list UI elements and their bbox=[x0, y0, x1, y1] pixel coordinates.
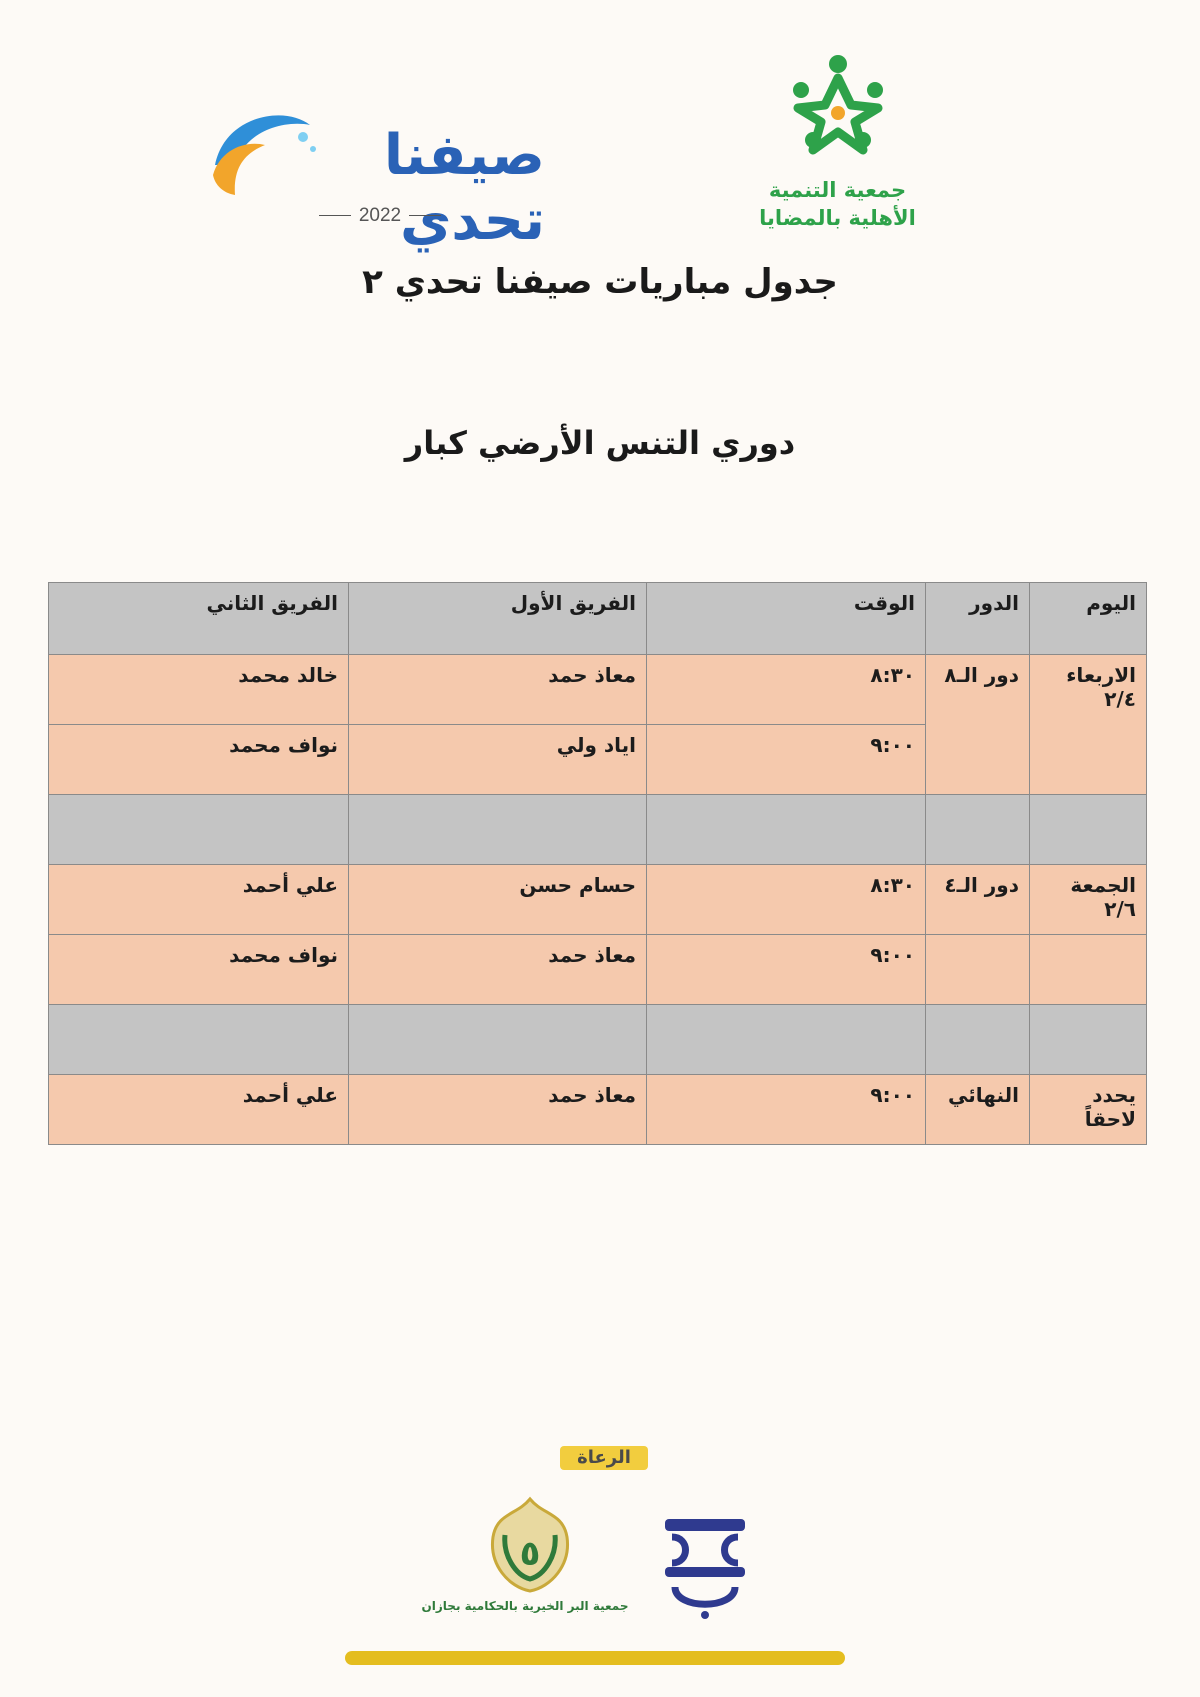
svg-text:٥: ٥ bbox=[519, 1534, 541, 1574]
cell-day: يحدد لاحقاً bbox=[1030, 1075, 1147, 1145]
cell-round: النهائي bbox=[926, 1075, 1030, 1145]
cell-round: دور الـ٨ bbox=[926, 655, 1030, 795]
cell-team1: اياد ولي bbox=[349, 725, 647, 795]
cell-day: الاربعاء ٢/٤ bbox=[1030, 655, 1147, 795]
header-round: الدور bbox=[926, 583, 1030, 655]
cell-team2: نواف محمد bbox=[49, 935, 349, 1005]
cell-team2: نواف محمد bbox=[49, 725, 349, 795]
separator-row bbox=[49, 1005, 1147, 1075]
event-logo-text: صيفنا تحدي bbox=[383, 123, 545, 253]
cell-time: ٩:٠٠ bbox=[647, 725, 926, 795]
org-logo bbox=[755, 50, 920, 240]
page-subtitle: دوري التنس الأرضي كبار bbox=[404, 424, 796, 462]
cell-time: ٩:٠٠ bbox=[647, 1075, 926, 1145]
header-team2: الفريق الثاني bbox=[49, 583, 349, 655]
event-year: 2022 bbox=[300, 205, 460, 227]
separator-row bbox=[49, 795, 1147, 865]
table-row bbox=[49, 655, 1147, 725]
table-row bbox=[49, 935, 1147, 1005]
people-star-icon bbox=[783, 50, 893, 165]
cell-time: ٩:٠٠ bbox=[647, 935, 926, 1005]
cell-team1: معاذ حمد bbox=[349, 935, 647, 1005]
table-row bbox=[49, 1075, 1147, 1145]
schedule-table bbox=[48, 582, 1147, 1145]
cell-team2: علي أحمد bbox=[49, 1075, 349, 1145]
page-title: جدول مباريات صيفنا تحدي ٢ bbox=[362, 262, 838, 302]
sponsors-label: الرعاة bbox=[560, 1446, 648, 1470]
header-time: الوقت bbox=[647, 583, 926, 655]
header-team1: الفريق الأول bbox=[349, 583, 647, 655]
org-name-line1: جمعية التنمية bbox=[768, 178, 907, 202]
cell-team1: حسام حسن bbox=[349, 865, 647, 935]
cell-time: ٨:٣٠ bbox=[647, 655, 926, 725]
cell-team2: علي أحمد bbox=[49, 865, 349, 935]
sponsor-logo-charity bbox=[405, 1495, 645, 1635]
cell-team1: معاذ حمد bbox=[349, 1075, 647, 1145]
cell-round: دور الـ٤ bbox=[926, 865, 1030, 935]
cell-time: ٨:٣٠ bbox=[647, 865, 926, 935]
wreath-emblem-icon bbox=[475, 1495, 585, 1595]
cell-team1: معاذ حمد bbox=[349, 655, 647, 725]
header-day: اليوم bbox=[1030, 583, 1147, 655]
cell-day: الجمعة ٢/٦ bbox=[1030, 865, 1147, 935]
sponsor-logo-kotaj bbox=[660, 1515, 750, 1635]
cell-team2: خالد محمد bbox=[49, 655, 349, 725]
event-logo bbox=[205, 105, 545, 253]
org-name-line2: الأهلية بالمضايا bbox=[759, 206, 916, 230]
table-row bbox=[49, 865, 1147, 935]
footer-bar bbox=[345, 1651, 845, 1665]
cell-round bbox=[926, 935, 1030, 1005]
table-header-row bbox=[49, 583, 1147, 655]
kotaj-mark-icon bbox=[660, 1515, 750, 1625]
sponsor-1-name: جمعية البر الخيرية بالحكامية بجازان bbox=[421, 1599, 629, 1613]
cell-day bbox=[1030, 935, 1147, 1005]
